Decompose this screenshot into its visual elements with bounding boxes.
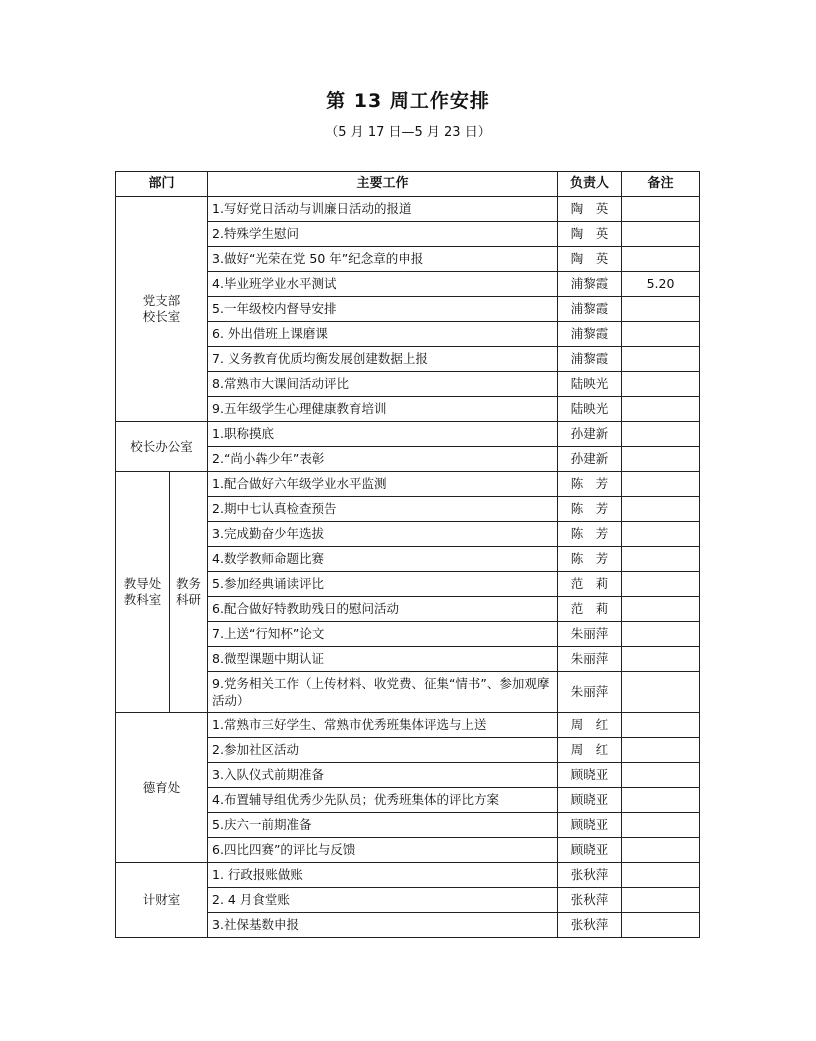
department-cell: 校长办公室: [116, 422, 208, 472]
person-cell: 浦黎霞: [558, 322, 622, 347]
table-row: [116, 422, 700, 447]
task-cell: 3.社保基数申报: [208, 913, 558, 938]
note-cell: [622, 222, 700, 247]
department-cell: 教导处 教科室: [116, 472, 170, 713]
header-work: 主要工作: [208, 172, 558, 197]
note-cell: [622, 622, 700, 647]
person-cell: 范 莉: [558, 597, 622, 622]
note-cell: [622, 838, 700, 863]
task-cell: 2.参加社区活动: [208, 738, 558, 763]
person-cell: 张秋萍: [558, 888, 622, 913]
task-cell: 3.做好“光荣在党 50 年”纪念章的申报: [208, 247, 558, 272]
person-cell: 浦黎霞: [558, 297, 622, 322]
person-cell: 浦黎霞: [558, 347, 622, 372]
person-cell: 周 红: [558, 713, 622, 738]
note-cell: [622, 397, 700, 422]
person-cell: 朱丽萍: [558, 647, 622, 672]
person-cell: 顾晓亚: [558, 788, 622, 813]
person-cell: 陶 英: [558, 247, 622, 272]
task-cell: 3.完成勤奋少年选拔: [208, 522, 558, 547]
table-row: [116, 472, 700, 497]
task-cell: 4.数学教师命题比赛: [208, 547, 558, 572]
person-cell: 浦黎霞: [558, 272, 622, 297]
note-cell: [622, 422, 700, 447]
person-cell: 陆映光: [558, 372, 622, 397]
page-title: 第 13 周工作安排: [326, 90, 490, 112]
person-cell: 陈 芳: [558, 497, 622, 522]
task-cell: 6. 外出借班上课磨课: [208, 322, 558, 347]
task-cell: 2.期中七认真检查预告: [208, 497, 558, 522]
note-cell: [622, 197, 700, 222]
table-row: [116, 863, 700, 888]
note-cell: [622, 297, 700, 322]
sub-department-cell: 教务 科研: [170, 472, 208, 713]
task-cell: 1.写好党日活动与训廉日活动的报道: [208, 197, 558, 222]
task-cell: 4.布置辅导组优秀少先队员；优秀班集体的评比方案: [208, 788, 558, 813]
note-cell: [622, 347, 700, 372]
task-cell: 5.一年级校内督导安排: [208, 297, 558, 322]
task-cell: 7. 义务教育优质均衡发展创建数据上报: [208, 347, 558, 372]
task-cell: 5.庆六一前期准备: [208, 813, 558, 838]
date-range: （5 月 17 日—5 月 23 日）: [325, 125, 491, 140]
person-cell: 顾晓亚: [558, 838, 622, 863]
task-cell: 1.配合做好六年级学业水平监测: [208, 472, 558, 497]
person-cell: 陶 英: [558, 222, 622, 247]
person-cell: 陶 英: [558, 197, 622, 222]
note-cell: [622, 472, 700, 497]
task-cell: 6.四比四赛”的评比与反馈: [208, 838, 558, 863]
note-cell: [622, 788, 700, 813]
schedule-table: [115, 171, 700, 938]
task-cell: 4.毕业班学业水平测试: [208, 272, 558, 297]
note-cell: [622, 522, 700, 547]
schedule-body: [116, 197, 700, 938]
note-cell: [622, 597, 700, 622]
person-cell: 张秋萍: [558, 913, 622, 938]
note-cell: [622, 572, 700, 597]
note-cell: [622, 813, 700, 838]
table-row: [116, 713, 700, 738]
note-cell: [622, 322, 700, 347]
task-cell: 9.党务相关工作（上传材料、收党费、征集“情书”、参加观摩活动）: [208, 672, 558, 713]
person-cell: 孙建新: [558, 422, 622, 447]
note-cell: [622, 713, 700, 738]
person-cell: 陈 芳: [558, 472, 622, 497]
note-cell: [622, 447, 700, 472]
task-cell: 3.入队仪式前期准备: [208, 763, 558, 788]
note-cell: [622, 913, 700, 938]
header-person: 负责人: [558, 172, 622, 197]
department-cell: 德育处: [116, 713, 208, 863]
note-cell: [622, 672, 700, 713]
table-row: [116, 197, 700, 222]
header-dept: 部门: [116, 172, 208, 197]
person-cell: 朱丽萍: [558, 622, 622, 647]
task-cell: 9.五年级学生心理健康教育培训: [208, 397, 558, 422]
person-cell: 顾晓亚: [558, 763, 622, 788]
task-cell: 1.职称摸底: [208, 422, 558, 447]
task-cell: 2. 4 月食堂账: [208, 888, 558, 913]
task-cell: 5.参加经典诵读评比: [208, 572, 558, 597]
task-cell: 7.上送“行知杯”论文: [208, 622, 558, 647]
department-cell: 党支部 校长室: [116, 197, 208, 422]
note-cell: [622, 497, 700, 522]
note-cell: [622, 863, 700, 888]
header-note: 备注: [622, 172, 700, 197]
task-cell: 1.常熟市三好学生、常熟市优秀班集体评选与上送: [208, 713, 558, 738]
person-cell: 张秋萍: [558, 863, 622, 888]
note-cell: [622, 647, 700, 672]
note-cell: 5.20: [622, 272, 700, 297]
note-cell: [622, 372, 700, 397]
person-cell: 陆映光: [558, 397, 622, 422]
task-cell: 8.常熟市大课间活动评比: [208, 372, 558, 397]
header-row: [116, 172, 700, 197]
note-cell: [622, 738, 700, 763]
task-cell: 2.“尚小犇少年”表彰: [208, 447, 558, 472]
person-cell: 顾晓亚: [558, 813, 622, 838]
person-cell: 周 红: [558, 738, 622, 763]
person-cell: 朱丽萍: [558, 672, 622, 713]
task-cell: 6.配合做好特教助残日的慰问活动: [208, 597, 558, 622]
person-cell: 陈 芳: [558, 547, 622, 572]
note-cell: [622, 247, 700, 272]
person-cell: 范 莉: [558, 572, 622, 597]
task-cell: 8.微型课题中期认证: [208, 647, 558, 672]
note-cell: [622, 763, 700, 788]
person-cell: 孙建新: [558, 447, 622, 472]
department-cell: 计财室: [116, 863, 208, 938]
note-cell: [622, 888, 700, 913]
note-cell: [622, 547, 700, 572]
task-cell: 2.特殊学生慰问: [208, 222, 558, 247]
task-cell: 1. 行政报账做账: [208, 863, 558, 888]
person-cell: 陈 芳: [558, 522, 622, 547]
